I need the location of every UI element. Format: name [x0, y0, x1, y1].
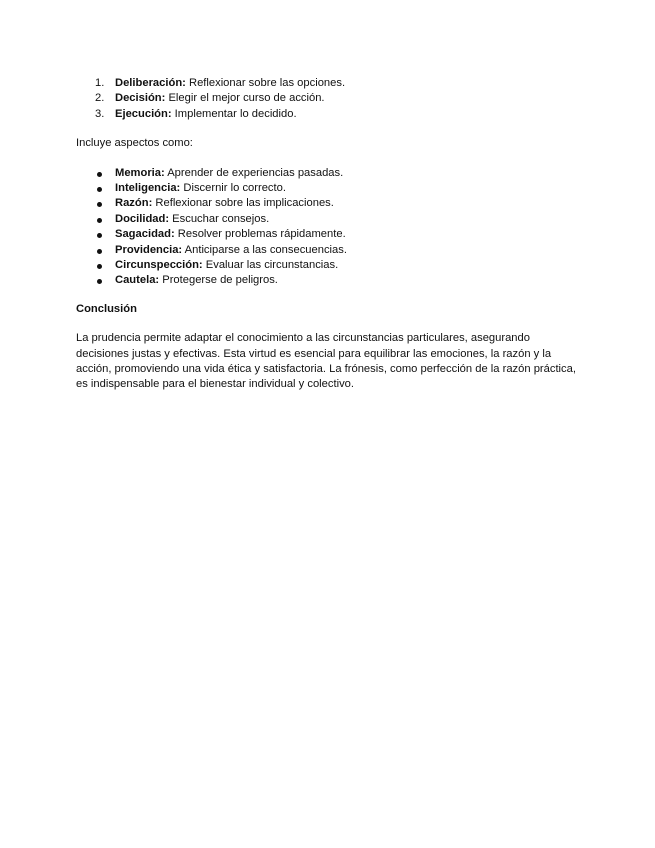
list-number: 1. — [95, 77, 105, 89]
term-description: Discernir lo correcto. — [180, 181, 286, 194]
term-label: Inteligencia: — [115, 181, 181, 194]
term-description: Evaluar las circunstancias. — [202, 258, 339, 271]
term-description: Implementar lo decidido. — [171, 107, 297, 120]
list-item — [76, 76, 581, 91]
intro-paragraph: Incluye aspectos como: — [76, 137, 193, 150]
aspects-list — [76, 166, 581, 289]
bullet-icon — [97, 233, 102, 238]
list-item — [76, 181, 581, 196]
term-description: Elegir el mejor curso de acción. — [165, 92, 325, 105]
conclusion-paragraph: La prudencia permite adaptar el conocimiento a las circunstancias particulares, asegurando decisiones justas y efectivas. Esta virtud es esencial para equilibrar las emociones, la razón y la acción, promoviendo una vida ética y satisfactoria. La frónesis, como perfección de la razón práctica, es indispensable para el bienestar individual y colectivo. — [76, 332, 576, 391]
list-item — [76, 227, 581, 242]
bullet-icon — [97, 172, 102, 177]
term-label: Deliberación: — [115, 77, 186, 89]
bullet-icon — [97, 279, 102, 284]
document-body — [76, 76, 581, 393]
term-label: Circunspección: — [115, 258, 203, 271]
bullet-icon — [97, 202, 102, 207]
term-description: Aprender de experiencias pasadas. — [164, 166, 344, 179]
list-item — [76, 243, 581, 258]
term-label: Ejecución: — [115, 107, 172, 120]
term-description: Escuchar consejos. — [169, 212, 270, 225]
bullet-icon — [97, 187, 102, 192]
term-description: Resolver problemas rápidamente. — [174, 228, 346, 241]
term-label: Docilidad: — [115, 212, 170, 225]
term-label: Decisión: — [115, 92, 166, 105]
term-label: Memoria: — [115, 166, 165, 179]
term-label: Razón: — [115, 197, 153, 210]
term-description: Anticiparse a las consecuencias. — [182, 243, 347, 256]
list-item — [76, 166, 581, 181]
term-label: Providencia: — [115, 243, 183, 256]
term-label: Cautela: — [115, 274, 160, 287]
steps-list — [76, 76, 581, 122]
bullet-icon — [97, 264, 102, 269]
term-label: Sagacidad: — [115, 228, 175, 241]
list-item — [76, 212, 581, 227]
list-number: 2. — [95, 92, 105, 105]
term-description: Reflexionar sobre las opciones. — [185, 77, 346, 89]
conclusion-heading: Conclusión — [76, 302, 137, 315]
term-description: Reflexionar sobre las implicaciones. — [152, 197, 334, 210]
term-description: Protegerse de peligros. — [159, 274, 278, 287]
bullet-icon — [97, 218, 102, 223]
list-number: 3. — [95, 107, 105, 120]
list-item — [76, 196, 581, 211]
list-item — [76, 107, 581, 122]
list-item — [76, 273, 581, 288]
list-item — [76, 258, 581, 273]
list-item — [76, 91, 581, 106]
bullet-icon — [97, 249, 102, 254]
